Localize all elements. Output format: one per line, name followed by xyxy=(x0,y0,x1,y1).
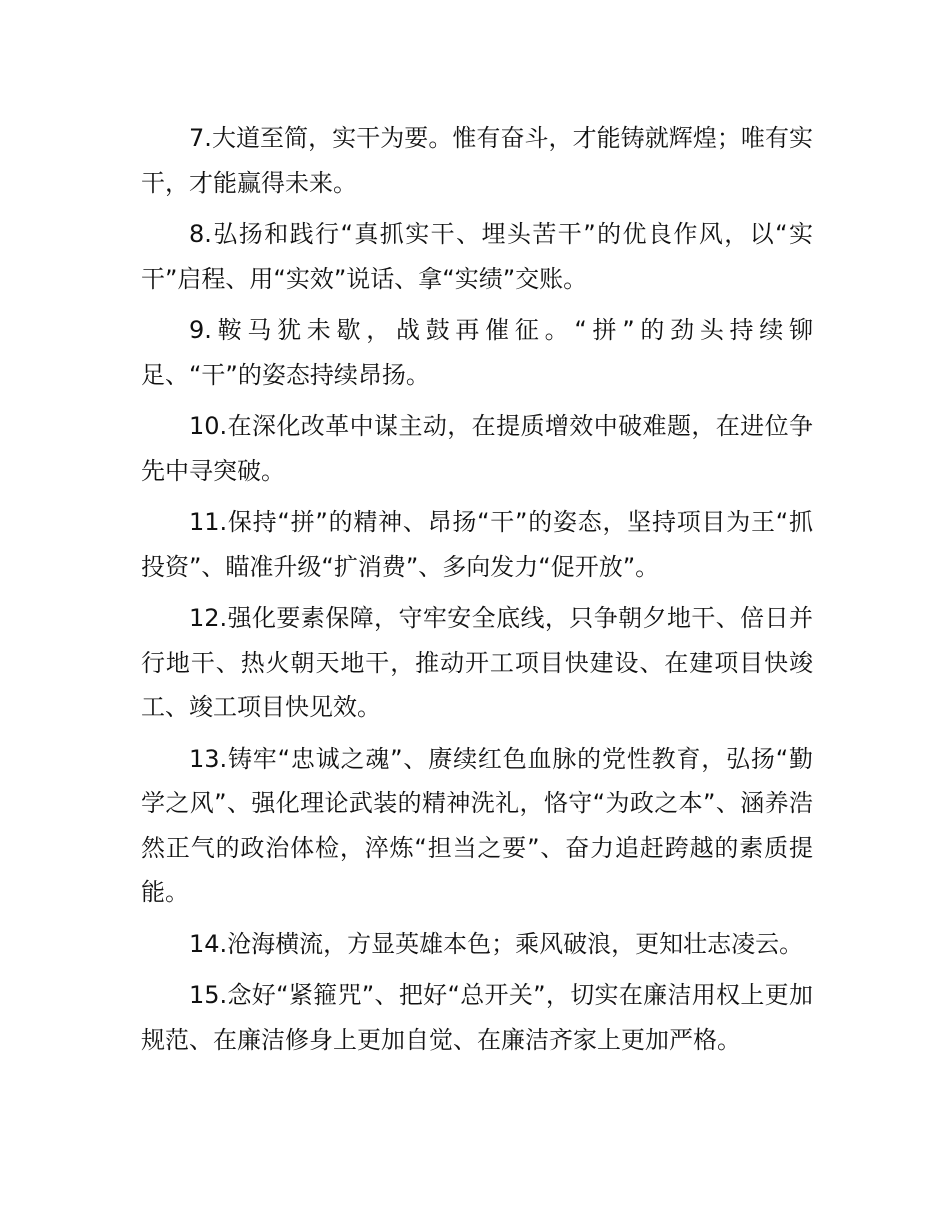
paragraph-10: 10.在深化改革中谋主动，在提质增效中破难题，在进位争先中寻突破。 xyxy=(141,412,813,485)
paragraph-15: 15.念好“紧箍咒”、把好“总开关”，切实在廉洁用权上更加规范、在廉洁修身上更加自觉、在廉洁齐家上更加严格。 xyxy=(141,981,813,1054)
paragraph-14: 14.沧海横流，方显英雄本色；乘风破浪，更知壮志凌云。 xyxy=(189,929,804,958)
document-page xyxy=(141,116,813,1069)
paragraph-11: 11.保持“拼”的精神、昂扬“干”的姿态，坚持项目为王“抓投资”、瞄准升级“扩消费”、多向发力“促开放”。 xyxy=(141,508,813,581)
paragraph-12: 12.强化要素保障，守牢安全底线，只争朝夕地干、倍日并行地干、热火朝天地干，推动开工项目快建设、在建项目快竣工、竣工项目快见效。 xyxy=(141,604,813,721)
paragraph-7: 7.大道至简，实干为要。惟有奋斗，才能铸就辉煌；唯有实干，才能赢得未来。 xyxy=(141,124,813,197)
paragraph-13: 13.铸牢“忠诚之魂”、赓续红色血脉的党性教育，弘扬“勤学之风”、强化理论武装的精神洗礼，恪守“为政之本”、涵养浩然正气的政治体检，淬炼“担当之要”、奋力追赶跨越的素质提能。 xyxy=(141,744,813,906)
paragraph-9: 9.鞍马犹未歇，战鼓再催征。“拼”的劲头持续铆足、“干”的姿态持续昂扬。 xyxy=(141,316,813,389)
paragraph-8: 8.弘扬和践行“真抓实干、埋头苦干”的优良作风，以“实干”启程、用“实效”说话、拿“实绩”交账。 xyxy=(141,220,813,293)
